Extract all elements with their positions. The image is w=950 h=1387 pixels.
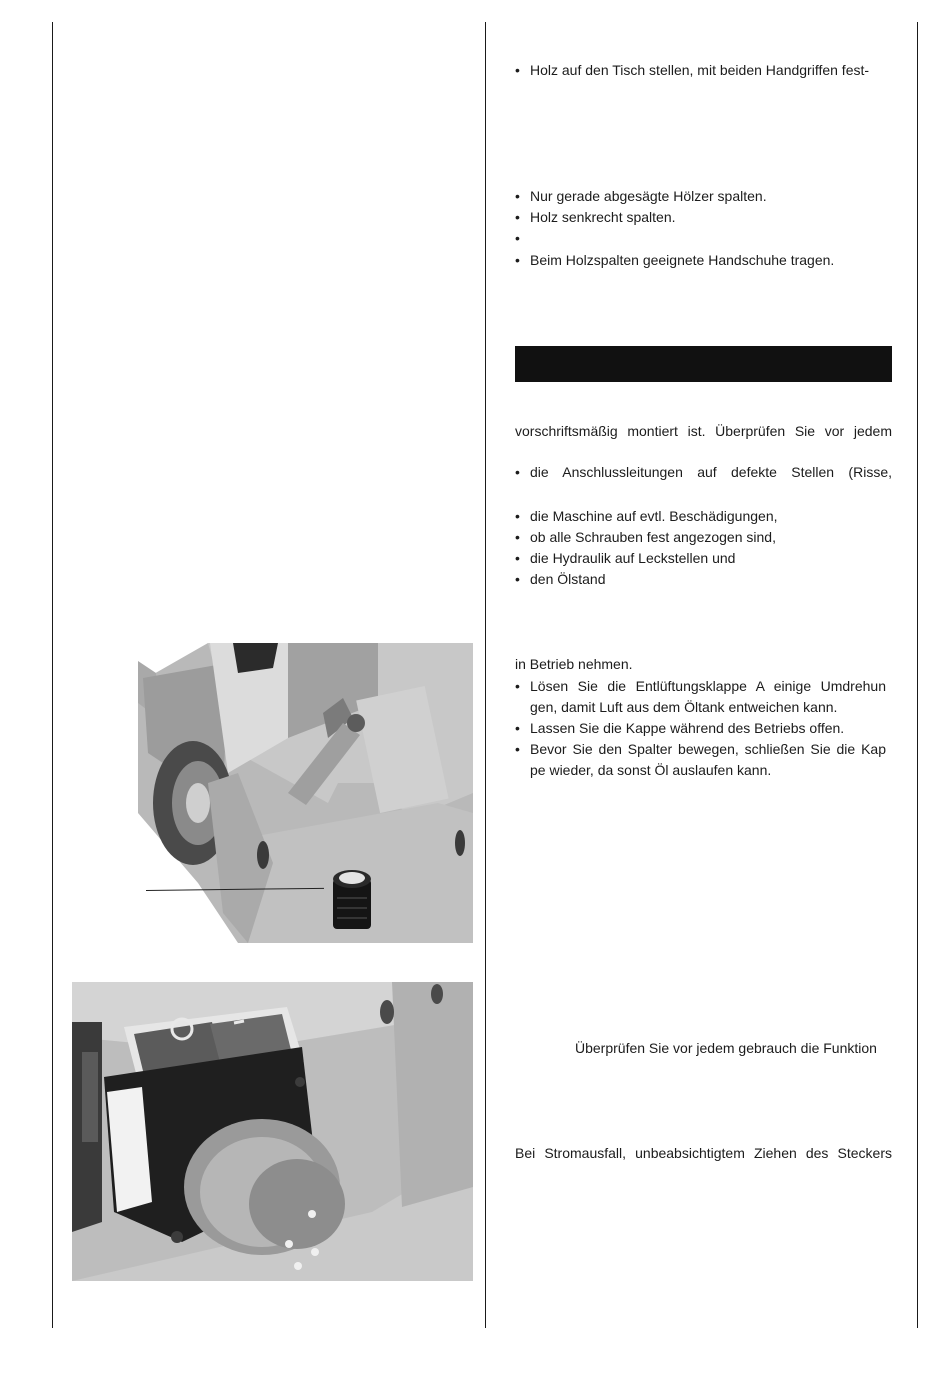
bullet-marker: • xyxy=(515,188,520,204)
list-item: Holz senkrecht spalten. xyxy=(530,209,676,225)
column-divider-rule xyxy=(485,22,486,1328)
bullet-marker: • xyxy=(515,230,520,246)
list-item-continuation: gen, damit Luft aus dem Öltank entweichen kann. xyxy=(530,699,838,715)
left-margin-rule xyxy=(52,22,53,1328)
bullet-marker: • xyxy=(515,529,520,545)
list-item: die Anschlussleitungen auf defekte Stellen (Risse, xyxy=(530,464,892,480)
list-item: Lösen Sie die Entlüftungsklappe A einige Umdrehun xyxy=(530,678,886,694)
paragraph-line: in Betrieb nehmen. xyxy=(515,656,633,672)
list-item: Bevor Sie den Spalter bewegen, schließen Sie die Kap xyxy=(530,741,886,757)
breather-cap-photo xyxy=(138,643,473,943)
right-margin-rule xyxy=(917,22,918,1328)
list-item: Beim Holzspalten geeignete Handschuhe tragen. xyxy=(530,252,835,268)
paragraph-line: Bei Stromausfall, unbeabsichtigtem Ziehen des Steckers xyxy=(515,1145,892,1161)
bullet-marker: • xyxy=(515,464,520,480)
list-item: ob alle Schrauben fest angezogen sind, xyxy=(530,529,776,545)
paragraph-line: vorschriftsmäßig montiert ist. Überprüfen Sie vor jedem xyxy=(515,423,892,439)
bullet-marker: • xyxy=(515,720,520,736)
bullet-marker: • xyxy=(515,571,520,587)
bullet-marker: • xyxy=(515,508,520,524)
list-item: die Hydraulik auf Leckstellen und xyxy=(530,550,736,566)
list-item: die Maschine auf evtl. Beschädigungen, xyxy=(530,508,778,524)
bullet-marker: • xyxy=(515,209,520,225)
bullet-marker: • xyxy=(515,741,520,757)
section-heading-bar xyxy=(515,346,892,382)
paragraph-line: Überprüfen Sie vor jedem gebrauch die Funktion xyxy=(575,1040,877,1056)
bullet-marker: • xyxy=(515,62,520,78)
list-item: Lassen Sie die Kappe während des Betriebs offen. xyxy=(530,720,845,736)
list-item: den Ölstand xyxy=(530,571,606,587)
switch-plug-photo xyxy=(72,982,473,1281)
bullet-marker: • xyxy=(515,252,520,268)
list-item-continuation: pe wieder, da sonst Öl auslaufen kann. xyxy=(530,762,772,778)
bullet-marker: • xyxy=(515,678,520,694)
bullet-marker: • xyxy=(515,550,520,566)
instruction-line: Holz auf den Tisch stellen, mit beiden Handgriffen fest- xyxy=(530,62,870,78)
list-item: Nur gerade abgesägte Hölzer spalten. xyxy=(530,188,767,204)
